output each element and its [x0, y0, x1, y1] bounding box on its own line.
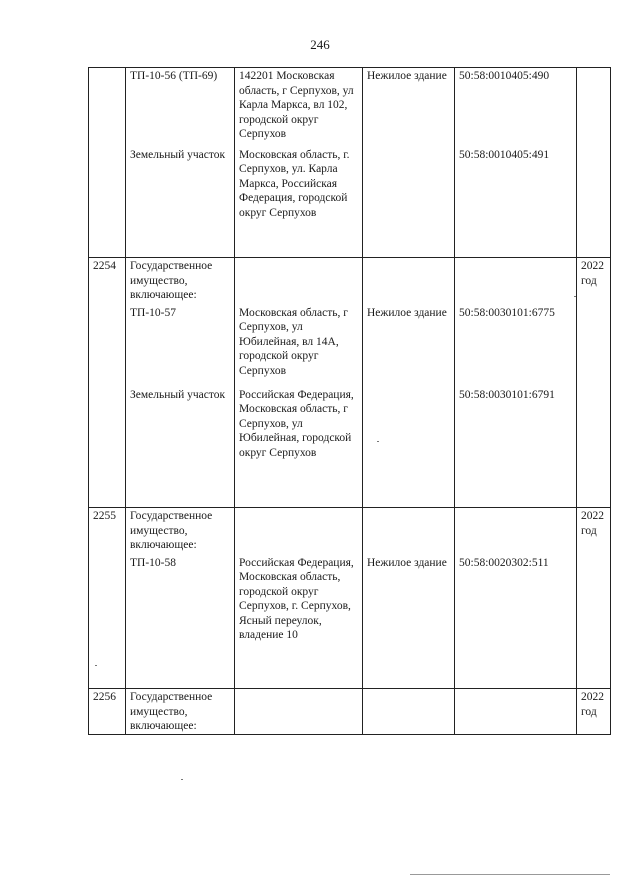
table-row	[89, 555, 611, 689]
purpose-cell: Нежилое здание	[363, 305, 455, 387]
year-cell: 2022 год	[577, 508, 611, 555]
scan-speck	[95, 665, 97, 666]
row-number-cell	[89, 68, 126, 147]
address-cell: Московская область, г Серпухов, ул Юбилейная, вл 14А, городской округ Серпухов	[235, 305, 363, 387]
cadastral-number-cell: 50:58:0010405:491	[455, 147, 577, 258]
address-cell: Российская Федерация, Московская область, г Серпухов, ул Юбилейная, городской округ Серпухов	[235, 387, 363, 508]
group-label-cell: Государственное имущество, включающее:	[126, 689, 235, 735]
object-name-cell: ТП-10-58	[126, 555, 235, 689]
year-cell: 2022 год	[577, 689, 611, 735]
cadastral-number-cell: 50:58:0010405:490	[455, 68, 577, 147]
purpose-cell: Нежилое здание	[363, 68, 455, 147]
table-row	[89, 305, 611, 387]
row-number-cell: 2255	[89, 508, 126, 555]
table-row	[89, 387, 611, 508]
year-cell	[577, 68, 611, 147]
purpose-cell	[363, 147, 455, 258]
purpose-cell: Нежилое здание	[363, 555, 455, 689]
year-cell: 2022 год	[577, 258, 611, 305]
table-row	[89, 68, 611, 147]
page-number: 246	[310, 37, 330, 52]
object-name-cell: ТП-10-57	[126, 305, 235, 387]
scan-speck	[377, 441, 379, 442]
cadastral-number-cell: 50:58:0020302:511	[455, 555, 577, 689]
table-row	[89, 689, 611, 735]
table-row	[89, 258, 611, 305]
group-label-cell: Государственное имущество, включающее:	[126, 508, 235, 555]
scan-speck	[181, 779, 183, 780]
property-registry-table	[88, 67, 611, 735]
scan-edge-line	[410, 874, 610, 875]
purpose-cell	[363, 387, 455, 508]
address-cell: 142201 Московская область, г Серпухов, ул Карла Маркса, вл 102, городской округ Серпухов	[235, 68, 363, 147]
row-number-cell: 2256	[89, 689, 126, 735]
object-name-cell: ТП-10-56 (ТП-69)	[126, 68, 235, 147]
row-number-cell: 2254	[89, 258, 126, 305]
table-row	[89, 508, 611, 555]
table-row	[89, 147, 611, 258]
cadastral-number-cell: 50:58:0030101:6791	[455, 387, 577, 508]
object-name-cell: Земельный участок	[126, 387, 235, 508]
address-cell: Московская область, г. Серпухов, ул. Карла Маркса, Российская Федерация, городской округ Серпухов	[235, 147, 363, 258]
group-label-cell: Государственное имущество, включающее:	[126, 258, 235, 305]
object-name-cell: Земельный участок	[126, 147, 235, 258]
address-cell: Российская Федерация, Московская область, городской округ Серпухов, г. Серпухов, Ясный переулок, владение 10	[235, 555, 363, 689]
cadastral-number-cell: 50:58:0030101:6775	[455, 305, 577, 387]
scan-speck	[574, 296, 576, 297]
